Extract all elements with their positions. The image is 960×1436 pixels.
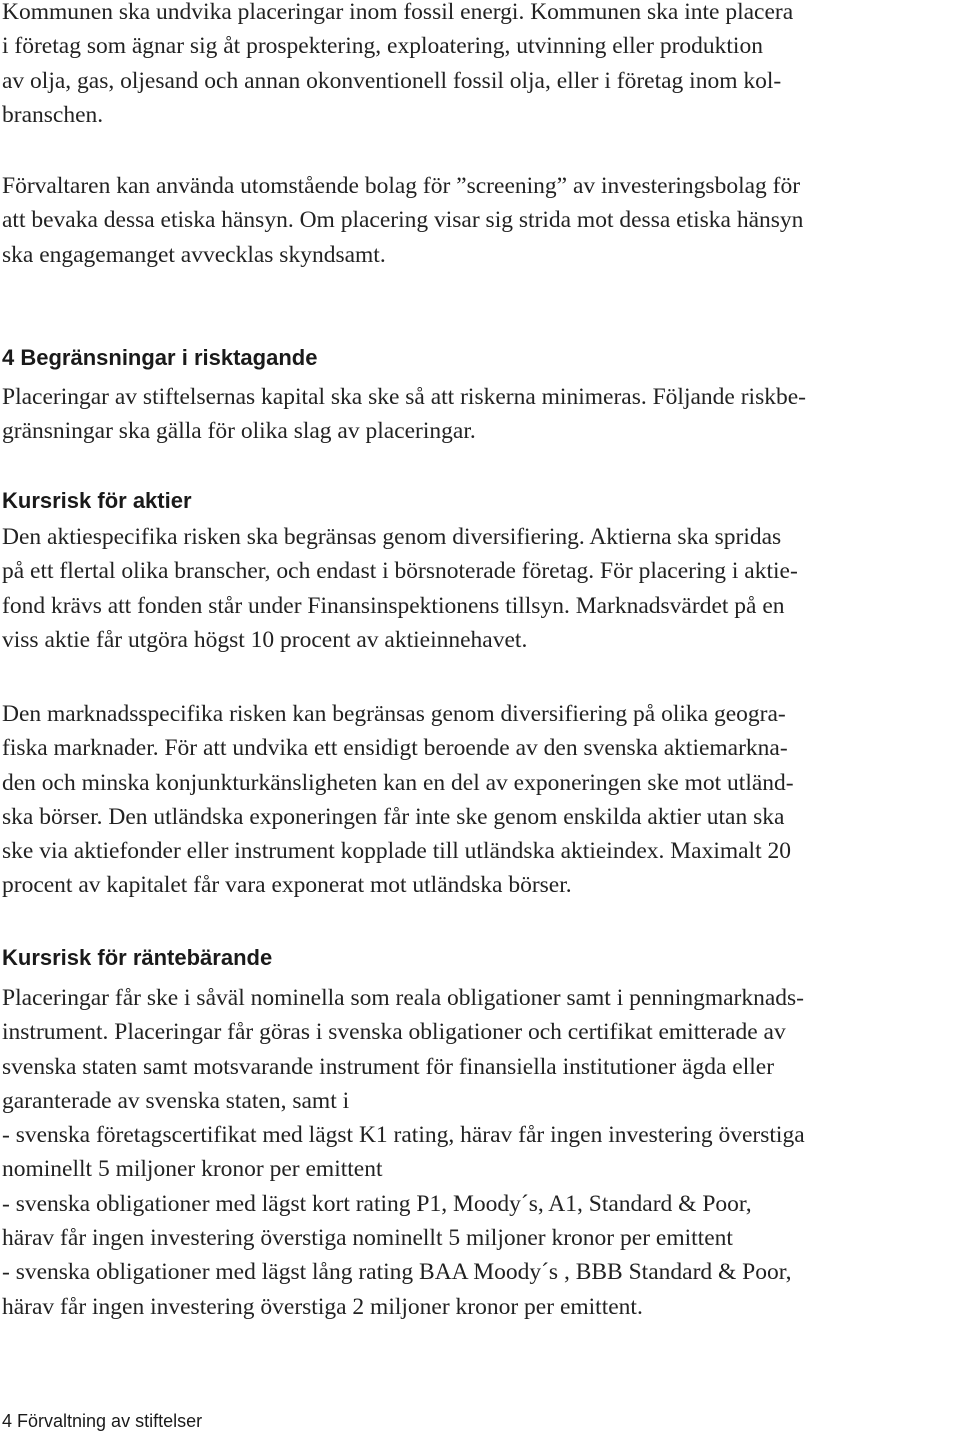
text-line: procent av kapitalet får vara exponerat mot utländska börser. — [2, 872, 572, 899]
list-item: - svenska obligationer med lägst lång rating BAA Moody´s , BBB Standard & Poor, — [2, 1259, 792, 1286]
paragraph-risk-intro — [2, 380, 958, 449]
text-line: Placeringar får ske i såväl nominella som reala obligationer samt i penningmarknads- — [2, 985, 805, 1011]
text-line: Förvaltaren kan använda utomstående bolag för ”screening” av investeringsbolag för — [2, 173, 801, 199]
text-line: fiska marknader. För att undvika ett ensidigt beroende av den svenska aktiemarkna- — [2, 735, 788, 762]
text-line: nominellt 5 miljoner kronor per emittent — [2, 1156, 383, 1183]
text-line: gränsningar ska gälla för olika slag av placeringar. — [2, 418, 476, 445]
text-line: Den aktiespecifika risken ska begränsas genom diversifiering. Aktierna ska spridas — [2, 524, 782, 550]
text-line: på ett flertal olika branscher, och endast i börsnoterade företag. För placering i aktie- — [2, 558, 798, 585]
text-line: ske via aktiefonder eller instrument kopplade till utländska aktieindex. Maximalt 20 — [2, 838, 791, 865]
text-line: Placeringar av stiftelsernas kapital ska ske så att riskerna minimeras. Följande riskbe- — [2, 384, 806, 410]
list-item: - svenska företagscertifikat med lägst K1 rating, härav får ingen investering överstiga — [2, 1122, 805, 1149]
text-line: fond krävs att fonden står under Finansinspektionens tillsyn. Marknadsvärdet på en — [2, 592, 785, 619]
subheading-kursrisk-rantebarande: Kursrisk för räntebärande — [2, 945, 273, 970]
list-item: - svenska obligationer med lägst kort rating P1, Moody´s, A1, Standard & Poor, — [2, 1190, 752, 1217]
text-line: Den marknadsspecifika risken kan begränsas genom diversifiering på olika geogra- — [2, 701, 786, 727]
text-line: den och minska konjunkturkänsligheten kan en del av exponeringen ske mot utländ- — [2, 769, 794, 796]
text-line: ska börser. Den utländska exponeringen får inte ske genom enskilda aktier utan ska — [2, 803, 785, 830]
page-footer: 4 Förvaltning av stiftelser — [2, 1411, 203, 1431]
paragraph-rantebarande — [2, 981, 958, 1324]
text-line: instrument. Placeringar får göras i svenska obligationer och certifikat emitterade av — [2, 1019, 786, 1046]
text-line: garanterade av svenska staten, samt i — [2, 1087, 350, 1114]
paragraph-fossil-energy — [2, 0, 958, 132]
text-line: att bevaka dessa etiska hänsyn. Om placering visar sig strida mot dessa etiska hänsyn — [2, 207, 804, 234]
text-line: svenska staten samt motsvarande instrument för finansiella institutioner ägda eller — [2, 1053, 775, 1080]
text-line: viss aktie får utgöra högst 10 procent av aktieinnehavet. — [2, 626, 528, 653]
paragraph-market-risk — [2, 697, 958, 903]
section-heading-risk-limits: 4 Begränsningar i risktagande — [2, 345, 318, 370]
text-line: härav får ingen investering överstiga 2 miljoner kronor per emittent. — [2, 1293, 643, 1320]
subheading-kursrisk-aktier: Kursrisk för aktier — [2, 488, 192, 513]
text-line: av olja, gas, oljesand och annan okonventionell fossil olja, eller i företag inom kol- — [2, 67, 782, 94]
paragraph-screening — [2, 169, 958, 272]
paragraph-aktier — [2, 520, 958, 657]
text-line: i företag som ägnar sig åt prospektering, exploatering, utvinning eller produktion — [2, 33, 763, 60]
text-line: ska engagemanget avvecklas skyndsamt. — [2, 241, 386, 268]
text-line: härav får ingen investering överstiga nominellt 5 miljoner kronor per emittent — [2, 1225, 733, 1252]
text-line: Kommunen ska undvika placeringar inom fossil energi. Kommunen ska inte placera — [2, 0, 794, 25]
text-line: branschen. — [2, 101, 104, 128]
